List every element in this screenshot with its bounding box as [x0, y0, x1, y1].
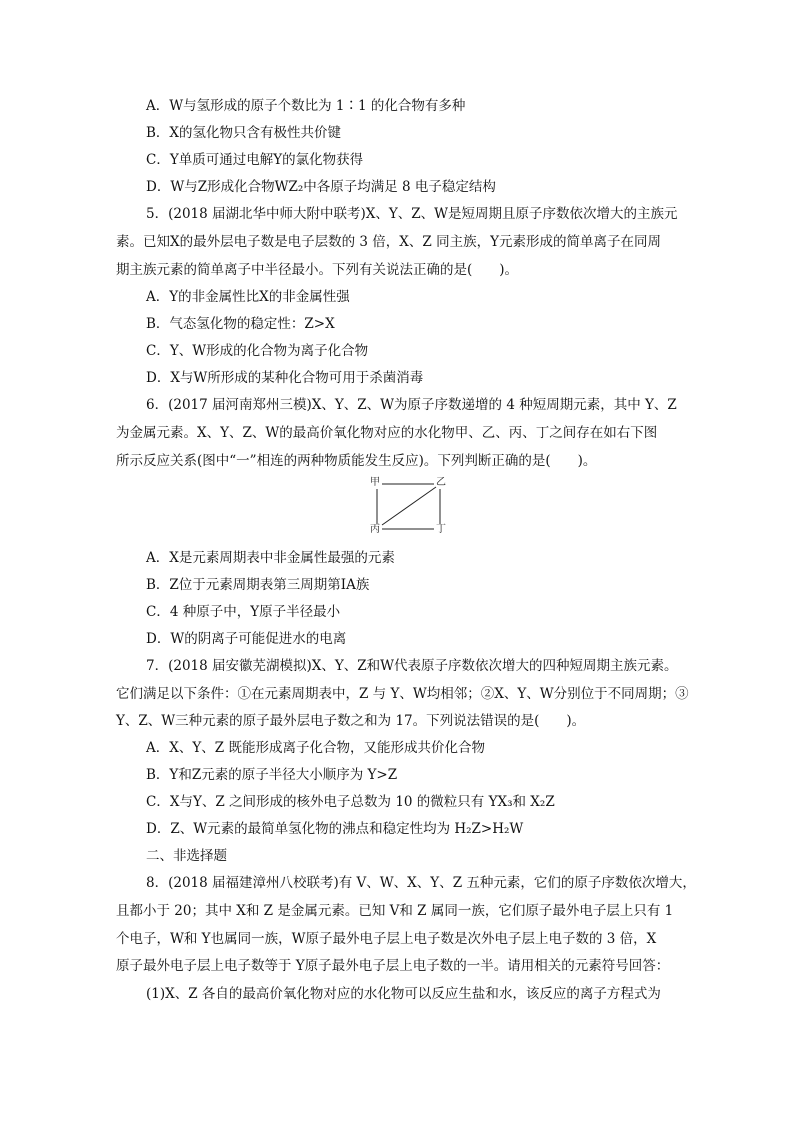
q6-stem-line-3: 所示反应关系(图中“一”相连的两种物质能发生反应)。下列判断正确的是( )。 — [116, 453, 597, 469]
q7-stem-line-2: 它们满足以下条件：①在元素周期表中，Z 与 Y、W均相邻；②X、Y、W分别位于不同周期；③ — [116, 686, 689, 702]
q8-subquestion-1: (1)X、Z 各自的最高价氧化物对应的水化物可以反应生盐和水，该反应的离子方程式为 — [146, 986, 661, 1002]
q7-option-a: A．X、Y、Z 既能形成离子化合物，又能形成共价化合物 — [146, 740, 485, 756]
q5-stem-line-1: 5．(2018 届湖北华中师大附中联考)X、Y、Z、W是短周期且原子序数依次增大的主族元 — [146, 206, 678, 222]
q6-option-d: D．W的阴离子可能促进水的电离 — [146, 631, 347, 647]
reaction-diagram — [370, 478, 454, 536]
q7-stem-line-3: Y、Z、W三种元素的原子最外层电子数之和为 17。下列说法错误的是( )。 — [116, 713, 586, 729]
q4-option-d: D．W与Z形成化合物WZ₂中各原子均满足 8 电子稳定结构 — [146, 179, 496, 195]
q5-stem-line-3: 期主族元素的简单离子中半径最小。下列有关说法正确的是( )。 — [116, 262, 519, 278]
q8-stem-line-1: 8．(2018 届福建漳州八校联考)有 V、W、X、Y、Z 五种元素，它们的原子序数依次增大， — [146, 875, 696, 891]
q8-stem-line-4: 原子最外电子层上电子数等于 Y原子最外电子层上电子数的一半。请用相关的元素符号回答： — [116, 958, 670, 974]
edge-diagonal — [382, 487, 436, 525]
q8-stem-line-3: 个电子，W和 Y也属同一族，W原子最外电子层上电子数是次外电子层上电子数的 3 倍，X — [116, 931, 657, 947]
label-bing: 丙 — [370, 524, 380, 535]
q5-option-a: A．Y的非金属性比X的非金属性强 — [146, 289, 350, 305]
label-yi: 乙 — [436, 477, 446, 488]
q6-stem-line-2: 为金属元素。X、Y、Z、W的最高价氧化物对应的水化物甲、乙、丙、丁之间存在如右下图 — [116, 425, 658, 441]
q5-stem-line-2: 素。已知X的最外层电子数是电子层数的 3 倍，X、Z 同主族，Y元素形成的简单离子在同周 — [116, 234, 661, 250]
q5-option-d: D．X与W所形成的某种化合物可用于杀菌消毒 — [146, 370, 424, 386]
q4-option-a: A．W与氢形成的原子个数比为 1∶1 的化合物有多种 — [146, 98, 466, 114]
q5-option-c: C．Y、W形成的化合物为离子化合物 — [146, 343, 369, 359]
q7-option-b: B．Y和Z元素的原子半径大小顺序为 Y>Z — [146, 767, 398, 783]
q8-stem-line-2: 且都小于 20；其中 X和 Z 是金属元素。已知 V和 Z 属同一族，它们原子最外电子层上只有 1 — [116, 903, 674, 919]
q6-stem-line-1: 6．(2017 届河南郑州三模)X、Y、Z、W为原子序数递增的 4 种短周期元素，其中 Y、Z — [146, 397, 677, 413]
label-ding: 丁 — [436, 524, 446, 535]
q6-option-b: B．Z位于元素周期表第三周期第ⅠA族 — [146, 577, 370, 593]
q7-option-c: C．X与Y、Z 之间形成的核外电子总数为 10 的微粒只有 YX₃和 X₂Z — [146, 794, 555, 810]
q4-option-c: C．Y单质可通过电解Y的氯化物获得 — [146, 152, 364, 168]
q5-option-b: B．气态氢化物的稳定性：Z>X — [146, 316, 335, 332]
q6-option-a: A．X是元素周期表中非金属性最强的元素 — [146, 550, 395, 566]
q6-option-c: C．4 种原子中，Y原子半径最小 — [146, 604, 341, 620]
section-title-nonchoice: 二、非选择题 — [146, 848, 227, 864]
q7-option-d: D．Z、W元素的最简单氢化物的沸点和稳定性均为 H₂Z>H₂W — [146, 821, 524, 837]
q4-option-b: B．X的氢化物只含有极性共价键 — [146, 125, 342, 141]
q7-stem-line-1: 7．(2018 届安徽芜湖模拟)X、Y、Z和W代表原子序数依次增大的四种短周期主族元素。 — [146, 658, 678, 674]
label-jia: 甲 — [370, 477, 380, 488]
